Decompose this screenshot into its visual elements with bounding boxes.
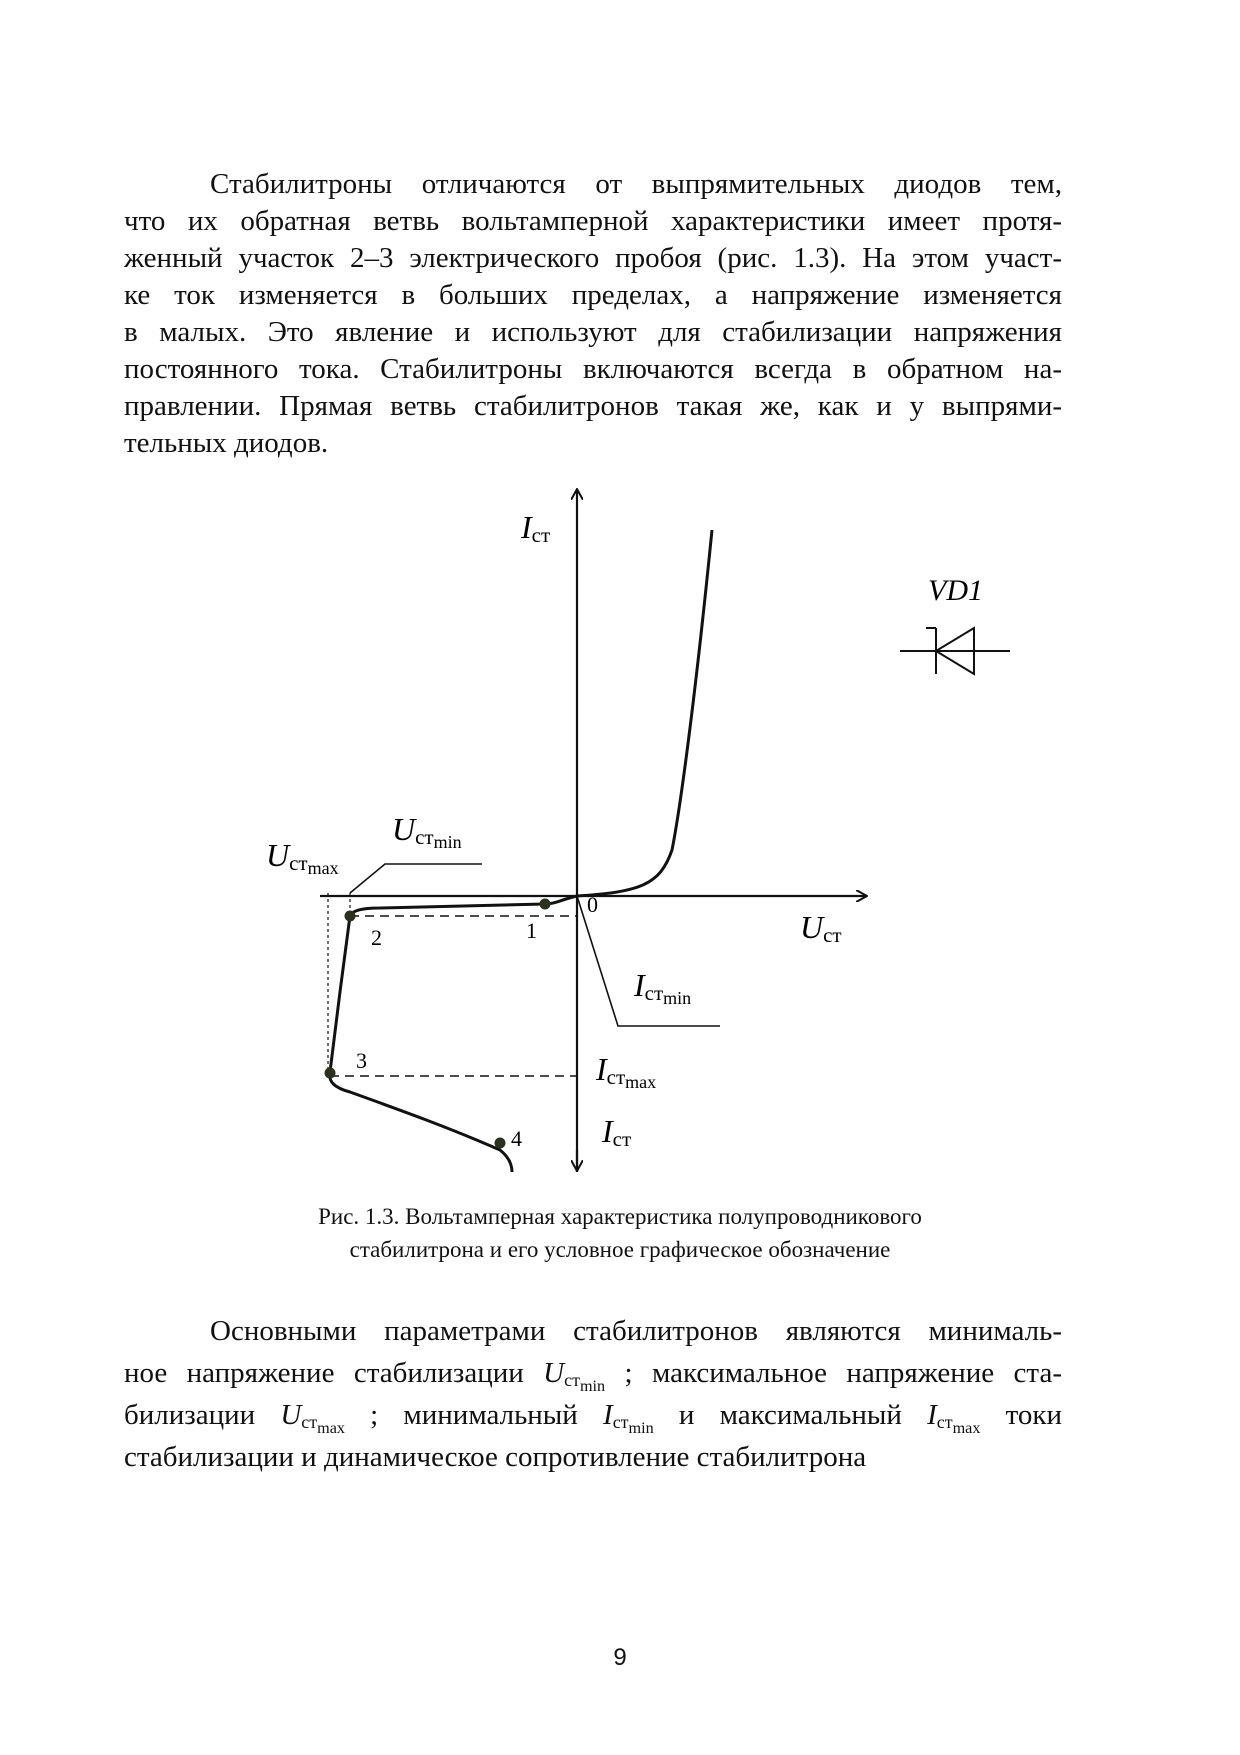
point-2-label: 2: [371, 925, 382, 950]
reverse-branch: [330, 896, 577, 1172]
paragraph-line: в малых. Это явление и используют для стабилизации напряжения: [124, 316, 1062, 348]
point-1-label: 1: [526, 918, 537, 943]
y-axis-label: Iст: [521, 509, 551, 547]
forward-branch: [577, 530, 712, 896]
paragraph-line: тельных диодов.: [124, 427, 329, 459]
figure-caption: [0, 1200, 1240, 1266]
paragraph-line: что их обратная ветвь вольтамперной характеристики имеет протя-: [124, 205, 1062, 237]
paragraph-line: ное напряжение стабилизации $U_{ст_{min}}$ ; максимальное напряжение ста-: [124, 1357, 1062, 1396]
zener-diode-icon: [900, 628, 1010, 674]
paragraph-parameters: [124, 1310, 1062, 1478]
i-bottom-label: Iст: [602, 1113, 632, 1151]
paragraph-line: билизации $U_{ст_{max}}$ ; минимальный $I_{ст_{min}}$ и максимальный $I_{ст_{max}}$ токи: [124, 1399, 1062, 1438]
diode-designator: VD1: [928, 574, 983, 607]
volt-ampere-figure: [0, 470, 1240, 1190]
point-2-marker: [345, 911, 356, 922]
paragraph-line: стабилизации и динамическое сопротивление стабилитрона: [124, 1441, 867, 1473]
point-3-label: 3: [356, 1048, 367, 1073]
point-4-label: 4: [511, 1126, 522, 1151]
u-min-leader: [350, 864, 482, 893]
caption-line-1: Рис. 1.3. Вольтамперная характеристика полупроводникового: [318, 1204, 922, 1229]
u-min-label: Uстmin: [392, 811, 462, 852]
paragraph-line: постоянного тока. Стабилитроны включаются всегда в обратном на-: [124, 353, 1062, 385]
i-max-label: Iстmax: [596, 1051, 657, 1092]
caption-line-2: стабилитрона и его условное графическое обозначение: [349, 1237, 891, 1262]
origin-label: 0: [587, 892, 598, 917]
paragraph-line: Основными параметрами стабилитронов являются минималь-: [210, 1315, 1062, 1347]
paragraph-line: ке ток изменяется в больших пределах, а напряжение изменяется: [124, 279, 1062, 311]
paragraph-line: женный участок 2–3 электрического пробоя (рис. 1.3). На этом участ-: [124, 242, 1062, 274]
paragraph-line: правлении. Прямая ветвь стабилитронов такая же, как и у выпрями-: [124, 390, 1062, 422]
paragraph-intro: [124, 166, 1062, 462]
point-3-marker: [325, 1068, 336, 1079]
i-min-label: Iстmin: [634, 967, 692, 1008]
point-1-marker: [540, 899, 551, 910]
u-max-label: Uстmax: [266, 837, 339, 878]
page-number: 9: [613, 1644, 627, 1671]
x-axis-label: Uст: [800, 909, 842, 947]
point-4-marker: [495, 1138, 506, 1149]
i-min-leader: [577, 896, 720, 1026]
paragraph-line: Стабилитроны отличаются от выпрямительных диодов тем,: [210, 168, 1062, 200]
